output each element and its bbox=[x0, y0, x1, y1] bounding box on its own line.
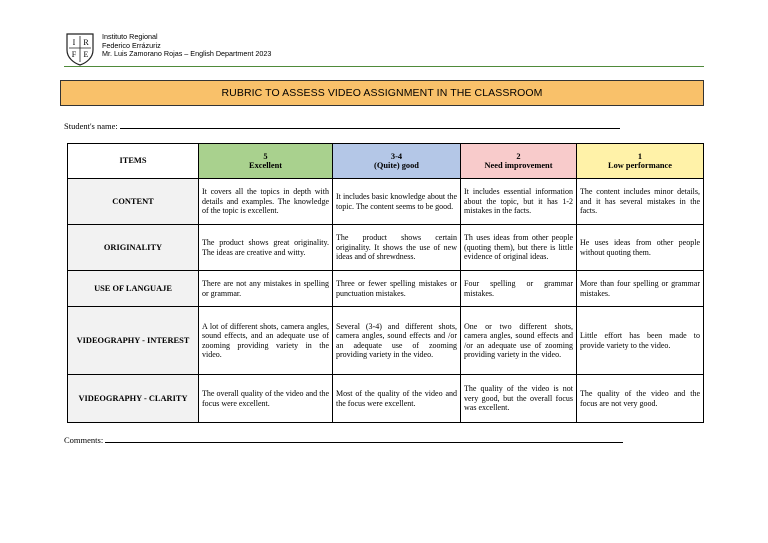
student-name-line[interactable] bbox=[120, 128, 620, 129]
institution-name-line1: Instituto Regional bbox=[102, 32, 158, 41]
row-item-label: VIDEOGRAPHY - INTEREST bbox=[68, 307, 199, 375]
table-cell: It includes essential information about the topic, but it has 1-2 mistakes in the facts. bbox=[461, 179, 577, 225]
table-cell: The product shows certain originality. It shows the use of new ideas and of shrewdness. bbox=[333, 225, 461, 271]
institution-info bbox=[102, 33, 271, 59]
table-cell: It includes basic knowledge about the topic. The content seems to be good. bbox=[333, 179, 461, 225]
logo-letter-r: R bbox=[83, 38, 89, 47]
rubric-title: RUBRIC TO ASSESS VIDEO ASSIGNMENT IN THE CLASSROOM bbox=[60, 80, 704, 106]
comments-line[interactable] bbox=[105, 442, 623, 443]
table-cell: The overall quality of the video and the focus were excellent. bbox=[199, 375, 333, 423]
column-header-excellent: 5 Excellent bbox=[199, 144, 333, 179]
comments-field[interactable] bbox=[64, 435, 623, 445]
column-header-items: ITEMS bbox=[68, 144, 199, 179]
table-cell: The product shows great originality. The ideas are creative and witty. bbox=[199, 225, 333, 271]
rubric-table bbox=[67, 143, 704, 423]
logo-letter-e: E bbox=[83, 50, 89, 59]
table-cell: A lot of different shots, camera angles, sound effects, and an adequate use of zooming providing variety in the video. bbox=[199, 307, 333, 375]
comments-label: Comments: bbox=[64, 435, 104, 445]
table-cell: The quality of the video is not very good, but the overall focus was excellent. bbox=[461, 375, 577, 423]
school-crest-icon bbox=[64, 32, 96, 66]
table-cell: More than four spelling or grammar mistakes. bbox=[577, 271, 704, 307]
column-header-need-improvement: 2 Need improvement bbox=[461, 144, 577, 179]
table-cell: Most of the quality of the video and the focus were excellent. bbox=[333, 375, 461, 423]
table-cell: Three or fewer spelling mistakes or punctuation mistakes. bbox=[333, 271, 461, 307]
school-logo bbox=[64, 32, 96, 66]
row-item-label: ORIGINALITY bbox=[68, 225, 199, 271]
table-cell: Little effort has been made to provide variety to the video. bbox=[577, 307, 704, 375]
table-cell: Several (3-4) and different shots, camera angles, sound effects and /or an adequate use of zooming providing variety in the video. bbox=[333, 307, 461, 375]
student-name-label: Student's name: bbox=[64, 121, 118, 131]
table-cell: One or two different shots, camera angles, sound effects and /or an adequate use of zooming providing variety in the video. bbox=[461, 307, 577, 375]
table-cell: The content includes minor details, and it has several mistakes in the facts. bbox=[577, 179, 704, 225]
student-name-field[interactable] bbox=[64, 121, 620, 131]
table-row bbox=[68, 375, 704, 423]
table-cell: It covers all the topics in depth with details and examples. The knowledge of the topic is excellent. bbox=[199, 179, 333, 225]
row-item-label: USE OF LANGUAJE bbox=[68, 271, 199, 307]
column-header-good: 3-4 (Quite) good bbox=[333, 144, 461, 179]
table-cell: He uses ideas from other people without quoting them. bbox=[577, 225, 704, 271]
teacher-department-line: Mr. Luis Zamorano Rojas – English Department 2023 bbox=[102, 49, 272, 59]
table-cell: Th uses ideas from other people (quoting them), but there is little evidence of original ideas. bbox=[461, 225, 577, 271]
table-row bbox=[68, 307, 704, 375]
row-item-label: CONTENT bbox=[68, 179, 199, 225]
column-header-low-performance: 1 Low performance bbox=[577, 144, 704, 179]
institution-name-line2: Federico Errázuriz bbox=[102, 40, 161, 50]
table-row bbox=[68, 225, 704, 271]
table-cell: Four spelling or grammar mistakes. bbox=[461, 271, 577, 307]
table-header-row bbox=[68, 144, 704, 179]
logo-letter-f: F bbox=[71, 50, 77, 59]
document-header bbox=[64, 32, 704, 67]
table-row bbox=[68, 179, 704, 225]
table-cell: The quality of the video and the focus are not very good. bbox=[577, 375, 704, 423]
table-row bbox=[68, 271, 704, 307]
logo-letter-i: I bbox=[72, 38, 76, 47]
row-item-label: VIDEOGRAPHY - CLARITY bbox=[68, 375, 199, 423]
table-cell: There are not any mistakes in spelling or grammar. bbox=[199, 271, 333, 307]
